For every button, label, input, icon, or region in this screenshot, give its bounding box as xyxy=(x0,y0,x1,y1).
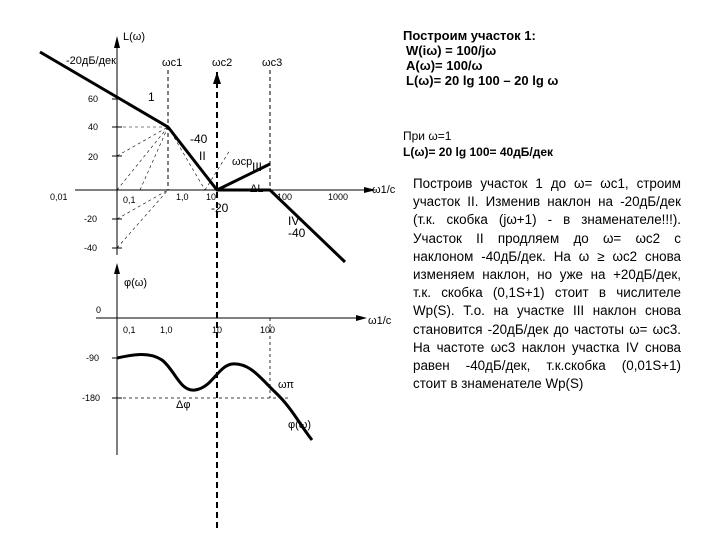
segment-4-label: IV xyxy=(288,214,300,228)
y-tick-label-20: 20 xyxy=(88,152,99,162)
note-line-2: L(ω)= 20 lg 100= 40дБ/дек xyxy=(403,145,554,159)
explanation-paragraph xyxy=(413,175,681,393)
omega-c3-label: ωc3 xyxy=(262,57,283,69)
phi-y-tick-90: -90 xyxy=(86,353,100,363)
construction-lines xyxy=(117,127,230,248)
x-tick-label-100: 100 xyxy=(277,192,293,202)
x-axis-unit-top: ω1/c xyxy=(372,184,396,196)
omega-c2-label: ωc2 xyxy=(212,57,233,69)
phase-curve xyxy=(117,355,312,441)
omega-pi-label: ωπ xyxy=(278,379,295,391)
paragraph-part-3: На ω ≥ ωc2 снова изменяем наклон, но уже на +20дБ/дек, т.к. скобка (0,1S+1) стоит в числителе Wp(S). xyxy=(413,248,681,319)
header-line-2: W(iω) = 100/jω xyxy=(406,43,497,58)
x-tick-label-10: 10 xyxy=(206,192,217,202)
phi-axis-arrow xyxy=(114,263,120,274)
l-axis-label: L(ω) xyxy=(123,31,146,43)
x-tick-label-1: 1,0 xyxy=(176,192,189,202)
y-tick-label-m20: -20 xyxy=(84,214,98,224)
slope-label-seg2: -40 xyxy=(190,132,208,146)
phi-x-tick-10: 10 xyxy=(212,325,223,335)
l-axis-arrow xyxy=(114,36,120,48)
segment-3-label: III xyxy=(252,160,263,174)
slope-label-seg3: -20 xyxy=(211,201,229,215)
phi-origin-label: 0 xyxy=(96,305,102,315)
y-tick-label-40: 40 xyxy=(88,122,99,132)
header-line-1: Построим участок 1: xyxy=(403,28,536,43)
phi-x-tick-1: 1,0 xyxy=(160,325,173,335)
magnitude-plot xyxy=(40,31,396,530)
segment-1-label: 1 xyxy=(148,90,155,104)
phi-x-tick-01: 0,1 xyxy=(123,325,136,335)
note-line-1: При ω=1 xyxy=(403,129,452,143)
phi-x-tick-100: 100 xyxy=(260,325,276,335)
header-line-3: A(ω)= 100/ω xyxy=(406,58,483,73)
segment-2-label: II xyxy=(199,149,206,163)
paragraph-part-4: Т.о. на участке III наклон снова становится -20дБ/дек до частоты ω= ωc3. На частоте ωc3 наклон участка IV снова равен -40дБ/дек, т.к.скобка (0,01S+1) стоит в знаменателе Wp(S) xyxy=(413,303,681,392)
omega-c1-label: ωc1 xyxy=(162,57,183,69)
phi-y-tick-180: -180 xyxy=(82,393,101,403)
y-tick-label-60: 60 xyxy=(88,94,99,104)
initial-slope-label: -20дБ/дек xyxy=(66,55,116,67)
header-block xyxy=(403,28,693,88)
header-line-4: L(ω)= 20 lg 100 – 20 lg ω xyxy=(406,73,559,88)
phi-axis-label: φ(ω) xyxy=(124,277,148,289)
delta-phi-label: Δφ xyxy=(176,399,191,411)
phase-plot xyxy=(82,263,392,455)
x-axis-unit-bottom: ω1/c xyxy=(368,315,392,327)
slope-label-seg4: -40 xyxy=(288,226,306,240)
omega-cp-label: ωcp xyxy=(232,156,253,168)
delta-l-label: ΔL xyxy=(250,183,264,195)
phi-axis-h-arrow xyxy=(356,315,367,321)
paragraph-part-2: Участок II продляем до ω= ωc2 с наклоном -40дБ/дек. xyxy=(413,230,681,264)
omega-c2-arrow xyxy=(213,72,221,84)
paragraph-part-1: Построив участок 1 до ω= ωc1, строим участок II. Изменив наклон на -20дБ/дек (т.к. скобка (jω+1) - в знаменателе!!!). xyxy=(413,176,681,228)
note-block xyxy=(403,128,693,160)
x-tick-label-001: 0,01 xyxy=(50,192,68,202)
y-tick-label-m40: -40 xyxy=(84,243,98,253)
x-tick-label-01: 0,1 xyxy=(123,195,136,205)
phase-curve-label: φ(ω) xyxy=(288,419,312,431)
x-tick-label-1000: 1000 xyxy=(328,192,349,202)
